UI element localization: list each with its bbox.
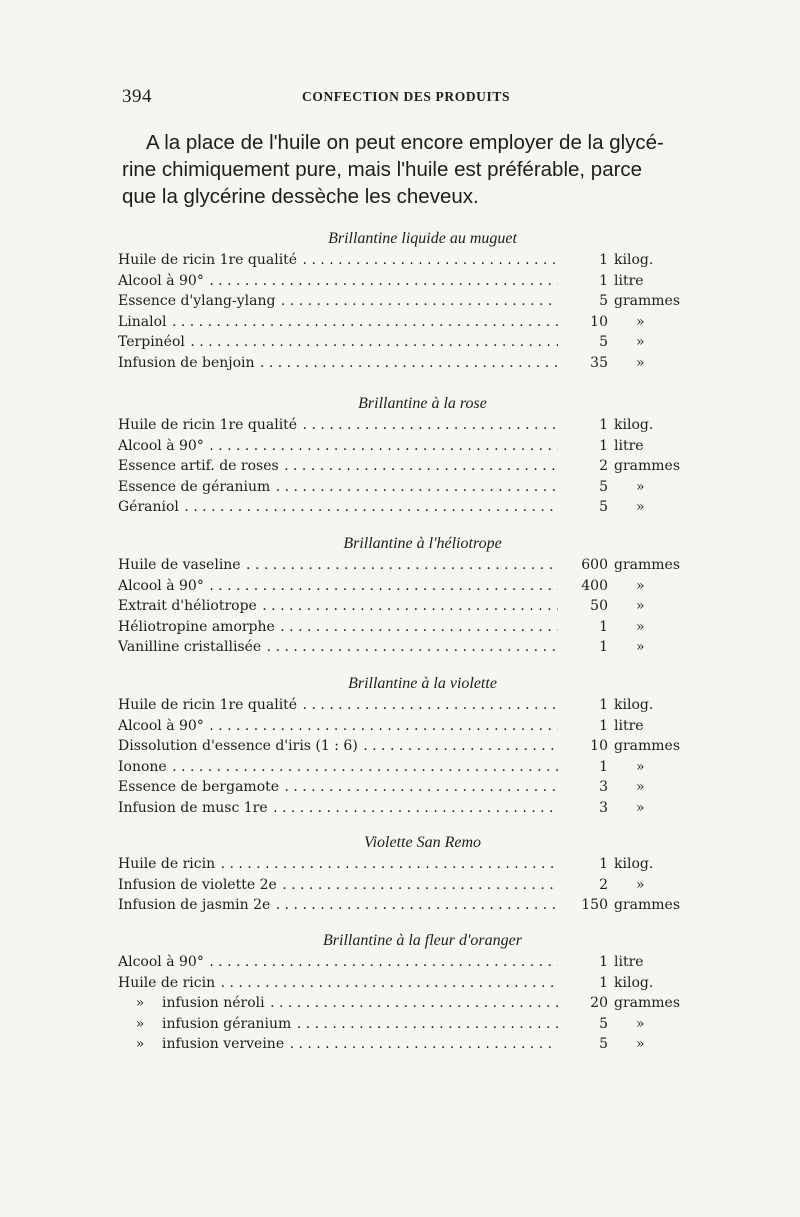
page-header <box>122 86 680 108</box>
ingredient-quantity: 600 <box>581 557 608 573</box>
ingredient-quantity: 1 <box>599 856 608 872</box>
ingredient-quantity: 3 <box>599 779 608 795</box>
recipe-title: Brillantine à la fleur d'oranger <box>323 932 522 949</box>
ingredient-unit: » <box>636 799 645 816</box>
ingredient-unit: » <box>636 1015 645 1032</box>
ingredient-unit: » <box>636 577 645 594</box>
ingredient-quantity: 5 <box>599 478 608 495</box>
ingredient-row <box>118 477 683 498</box>
running-head: CONFECTION DES PRODUITS <box>302 89 511 104</box>
ingredient-row <box>118 312 683 333</box>
ingredient-label <box>118 695 558 716</box>
ingredient-name: Dissolution d'essence d'iris (1 : 6) <box>118 738 358 754</box>
ingredient-unit: » <box>636 478 645 495</box>
ingredient-row <box>118 497 683 518</box>
ingredient-label <box>118 875 558 896</box>
ingredient-row <box>118 250 683 271</box>
ingredient-row <box>118 716 683 737</box>
ingredient-quantity: 1 <box>599 758 608 775</box>
ingredient-label <box>118 798 558 819</box>
ingredient-quantity: 5 <box>599 293 608 309</box>
ingredient-name: Alcool à 90° <box>118 577 204 594</box>
ingredient-name: infusion néroli <box>162 995 265 1011</box>
intro-line: que la glycérine dessèche les cheveux. <box>122 185 479 208</box>
ingredient-quantity: 5 <box>599 1015 608 1032</box>
ingredient-unit: » <box>636 639 645 655</box>
ingredient-quantity: 1 <box>599 437 608 454</box>
ingredient-quantity: 1 <box>599 618 608 635</box>
recipe-section <box>118 930 683 1055</box>
intro-paragraph <box>122 129 692 210</box>
recipe-section <box>118 393 683 518</box>
ingredient-label <box>118 497 558 518</box>
ingredient-name: Ionone <box>118 758 167 775</box>
ingredient-name: Alcool à 90° <box>118 437 204 454</box>
ingredient-quantity: 1 <box>599 717 608 734</box>
ingredient-label <box>118 993 558 1014</box>
ingredient-name: Huile de ricin 1re qualité <box>118 252 298 268</box>
ingredient-unit: litre <box>614 437 644 454</box>
ingredient-row <box>118 736 683 757</box>
ingredient-row <box>118 353 683 374</box>
ingredient-name: Essence d'ylang-ylang <box>118 293 276 309</box>
ingredient-quantity: 20 <box>590 995 608 1011</box>
ingredient-unit: grammes <box>614 458 681 474</box>
ingredient-unit: grammes <box>614 995 681 1011</box>
ingredient-row <box>118 637 683 658</box>
ingredient-quantity: 1 <box>599 974 608 991</box>
recipe-section <box>118 673 683 818</box>
ingredient-row <box>118 576 683 597</box>
ingredient-unit: litre <box>614 717 644 734</box>
ingredient-unit: grammes <box>614 557 681 573</box>
ingredient-quantity: 5 <box>599 499 608 515</box>
ingredient-row <box>118 952 683 973</box>
ingredient-label <box>118 415 558 436</box>
ingredient-quantity: 1 <box>599 954 608 970</box>
ingredient-row <box>118 291 683 312</box>
ingredient-name: Linalol <box>118 313 167 330</box>
ingredient-name: Extrait d'héliotrope <box>118 598 257 614</box>
ingredient-quantity: 400 <box>581 577 608 594</box>
ingredient-label <box>118 637 558 658</box>
ingredient-label <box>118 854 558 875</box>
ingredient-label <box>118 271 558 292</box>
ingredient-row <box>118 415 683 436</box>
ingredient-quantity: 35 <box>590 354 608 371</box>
ingredient-unit: grammes <box>614 897 681 913</box>
ingredient-unit: » <box>636 779 645 795</box>
ingredient-name: Huile de ricin <box>118 856 216 872</box>
ditto-mark: » <box>135 995 145 1011</box>
ingredient-row <box>118 777 683 798</box>
ingredient-unit: » <box>636 1036 645 1052</box>
ingredient-name: Héliotropine amorphe <box>118 618 275 635</box>
ingredient-label <box>118 312 558 333</box>
ingredient-name: Essence artif. de roses <box>118 458 279 474</box>
ingredient-quantity: 5 <box>599 1036 608 1052</box>
ingredient-unit: kilog. <box>614 974 654 991</box>
ingredient-row <box>118 271 683 292</box>
ingredient-row <box>118 695 683 716</box>
ingredient-name: Infusion de violette 2e <box>118 876 277 893</box>
ingredient-name: Géraniol <box>118 499 179 515</box>
ingredient-label <box>118 436 558 457</box>
ingredient-quantity: 1 <box>599 417 608 433</box>
ingredient-row <box>118 332 683 353</box>
ingredient-label <box>118 973 558 994</box>
ingredient-unit: litre <box>614 272 644 289</box>
ingredient-row <box>118 854 683 875</box>
ingredient-label <box>118 1014 558 1035</box>
ingredient-row <box>118 875 683 896</box>
ingredient-quantity: 2 <box>599 876 608 893</box>
ingredient-unit: grammes <box>614 293 681 309</box>
recipe-section <box>118 228 683 373</box>
ingredient-label <box>118 757 558 778</box>
ingredient-name: Alcool à 90° <box>118 272 204 289</box>
ingredient-row <box>118 1034 683 1055</box>
ingredient-label <box>118 576 558 597</box>
ingredient-unit: litre <box>614 954 644 970</box>
ingredient-quantity: 1 <box>599 272 608 289</box>
ingredient-label <box>118 952 558 973</box>
ingredient-row <box>118 596 683 617</box>
ingredient-label <box>118 895 558 916</box>
ingredient-row <box>118 555 683 576</box>
ingredient-unit: » <box>636 499 645 515</box>
recipe-section <box>118 832 683 916</box>
ingredient-quantity: 1 <box>599 697 608 713</box>
ingredient-quantity: 5 <box>599 334 608 350</box>
ingredient-unit: » <box>636 313 645 330</box>
ingredient-name: Huile de ricin <box>118 974 216 991</box>
ingredient-name: Huile de ricin 1re qualité <box>118 417 298 433</box>
recipe-title: Brillantine à la rose <box>358 395 487 412</box>
ingredient-quantity: 10 <box>590 313 608 330</box>
ingredient-name: Infusion de musc 1re <box>118 799 268 816</box>
ingredient-label <box>118 716 558 737</box>
ingredient-unit: grammes <box>614 738 681 754</box>
recipe-title: Brillantine à l'héliotrope <box>343 535 502 552</box>
ingredient-label <box>118 736 558 757</box>
ingredient-quantity: 2 <box>599 458 608 474</box>
ingredient-unit: » <box>636 334 645 350</box>
ditto-mark: » <box>135 1015 145 1032</box>
ingredient-label <box>118 596 558 617</box>
ingredient-quantity: 1 <box>599 252 608 268</box>
ingredient-name: Alcool à 90° <box>118 717 204 734</box>
ingredient-label <box>118 1034 558 1055</box>
ingredient-label <box>118 332 558 353</box>
ingredient-row <box>118 798 683 819</box>
intro-line: A la place de l'huile on peut encore employer de la glycé- <box>146 131 664 154</box>
ingredient-row <box>118 973 683 994</box>
ingredient-unit: » <box>636 618 645 635</box>
ingredient-label <box>118 291 558 312</box>
ingredient-label <box>118 617 558 638</box>
ingredient-unit: kilog. <box>614 697 654 713</box>
ingredient-row <box>118 436 683 457</box>
ingredient-label <box>118 777 558 798</box>
ingredient-unit: » <box>636 354 645 371</box>
intro-line: rine chimiquement pure, mais l'huile est préférable, parce <box>122 158 643 181</box>
ingredient-quantity: 1 <box>599 639 608 655</box>
ingredient-unit: kilog. <box>614 417 654 433</box>
ingredient-unit: » <box>636 598 645 614</box>
ingredient-name: Huile de vaseline <box>118 557 241 573</box>
ingredient-label <box>118 353 558 374</box>
ingredient-label <box>118 250 558 271</box>
ingredient-name: infusion verveine <box>162 1036 285 1052</box>
ingredient-row <box>118 456 683 477</box>
ingredient-name: Infusion de jasmin 2e <box>118 897 271 913</box>
ingredient-quantity: 150 <box>581 897 608 913</box>
ingredient-unit: kilog. <box>614 252 654 268</box>
ingredient-name: Alcool à 90° <box>118 954 204 970</box>
ingredient-quantity: 10 <box>590 738 608 754</box>
recipe-title: Brillantine liquide au muguet <box>328 230 517 247</box>
ingredient-unit: kilog. <box>614 856 654 872</box>
recipe-section <box>118 533 683 658</box>
ingredient-row <box>118 757 683 778</box>
ingredient-label <box>118 456 558 477</box>
ingredient-unit: » <box>636 876 645 893</box>
ingredient-name: Vanilline cristallisée <box>118 639 262 655</box>
ingredient-label <box>118 477 558 498</box>
ingredient-quantity: 3 <box>599 799 608 816</box>
ingredient-name: Infusion de benjoin <box>118 354 255 371</box>
ingredient-name: infusion géranium <box>162 1015 292 1032</box>
ingredient-quantity: 50 <box>590 598 608 614</box>
recipe-title: Violette San Remo <box>364 834 481 851</box>
ingredient-label <box>118 555 558 576</box>
ingredient-row <box>118 1014 683 1035</box>
ingredient-name: Huile de ricin 1re qualité <box>118 697 298 713</box>
ingredient-row <box>118 895 683 916</box>
ingredient-row <box>118 617 683 638</box>
ingredient-name: Essence de géranium <box>118 478 271 495</box>
ingredient-row <box>118 993 683 1014</box>
page-number: 394 <box>122 86 152 107</box>
ingredient-name: Terpinéol <box>118 334 185 350</box>
ditto-mark: » <box>135 1036 145 1052</box>
ingredient-unit: » <box>636 758 645 775</box>
ingredient-name: Essence de bergamote <box>118 779 280 795</box>
recipe-title: Brillantine à la violette <box>348 675 497 692</box>
